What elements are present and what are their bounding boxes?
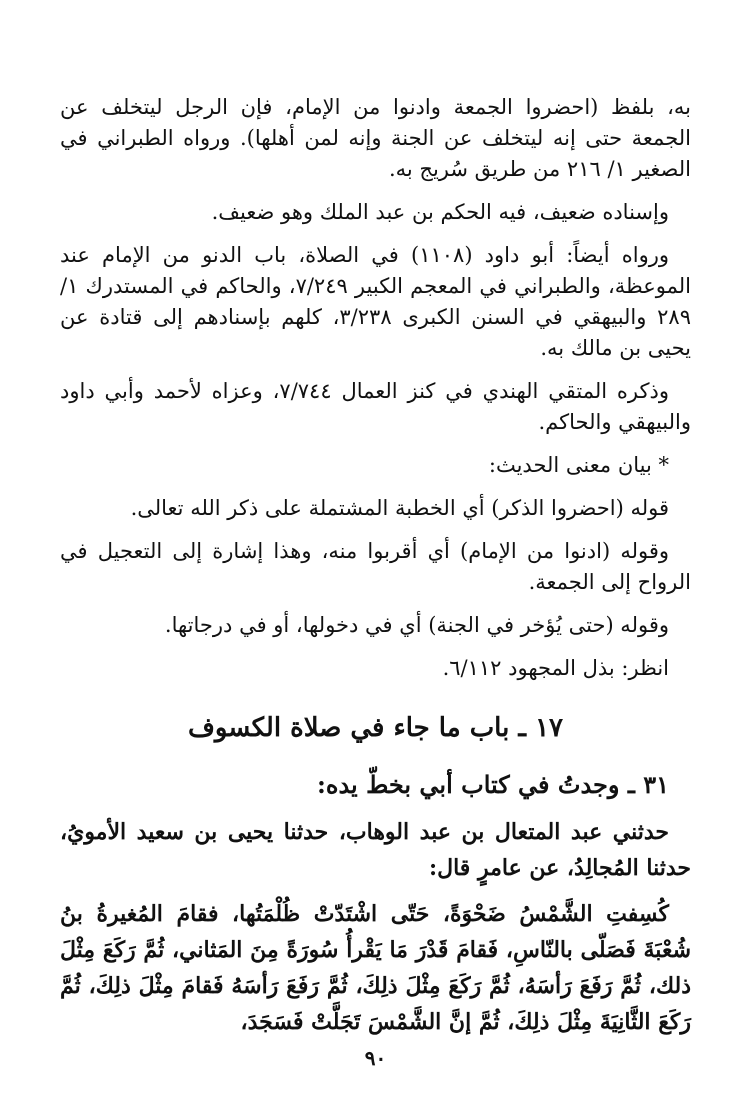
note-paragraph: به، بلفظ (احضروا الجمعة وادنوا من الإمام، فإن الرجل ليتخلف عن الجمعة حتى إنه ليتخلف عن الجنة وإنه لمن أهلها). ورواه الطبراني في الصغير ١/ ٢١٦ من طريق سُريج به. [60, 95, 691, 181]
chapter-title: ١٧ ـ باب ما جاء في صلاة الكسوف [187, 713, 563, 743]
note-paragraph: وإسناده ضعيف، فيه الحكم بن عبد الملك وهو ضعيف. [211, 200, 669, 224]
note-paragraph: ورواه أيضاً: أبو داود (١١٠٨) في الصلاة، باب الدنو من الإمام عند الموعظة، والطبراني في المعجم الكبير ٧/٢٤٩، والحاكم في المستدرك ١/ ٢٨٩ والبيهقي في السنن الكبرى ٣/٢٣٨، كلهم بإسنادهم إلى قتادة عن يحيى بن مالك به. [60, 243, 691, 360]
footnotes-section [60, 92, 691, 684]
note-heading: * بيان معنى الحديث: [488, 453, 669, 477]
hadith-isnad: حدثني عبد المتعال بن عبد الوهاب، حدثنا يحيى بن سعيد الأمويُ، حدثنا المُجالِدُ، عن عامرٍ قال: [60, 819, 691, 881]
note-paragraph: وذكره المتقي الهندي في كنز العمال ٧/٧٤٤، وعزاه لأحمد وأبي داود والبيهقي والحاكم. [60, 379, 691, 434]
hadith-matn: كُسِفتِ الشَّمْسُ ضَحْوَةً، حَتّى اشْتَدّتْ ظُلْمَتُها، فقامَ المُغيرةُ بنُ شُعْبَةَ فَصَلّى بالنّاسِ، فَقامَ قَدْرَ مَا يَقْرأُ سُورَةً مِنَ المَثاني، ثُمَّ رَكَعَ مِثْلَ ذلك، ثُمَّ رَفَعَ رَأسَهُ، ثُمَّ رَكَعَ مِثْلَ ذلِكَ، ثُمَّ رَفَعَ رَأسَهُ فَقامَ مِثْلَ ذلِكَ، ثُمَّ رَكَعَ الثَّانِيَةَ مِثْلَ ذلِكَ، ثُمَّ إنَّ الشَّمْسَ تَجَلَّتْ فَسَجَدَ، [60, 901, 691, 1035]
note-paragraph: وقوله (ادنوا من الإمام) أي أقربوا منه، وهذا إشارة إلى التعجيل في الرواح إلى الجمعة. [60, 539, 691, 594]
note-paragraph: وقوله (حتى يُؤخر في الجنة) أي في دخولها، أو في درجاتها. [164, 613, 669, 637]
hadith-heading: ٣١ ـ وجدتُ في كتاب أبي بخطّ يده: [317, 770, 669, 799]
note-paragraph: قوله (احضروا الذكر) أي الخطبة المشتملة على ذكر الله تعالى. [130, 496, 669, 520]
page-number: ٩٠ [364, 1046, 387, 1070]
note-reference: انظر: بذل المجهود ٦/١١٢. [442, 656, 669, 680]
